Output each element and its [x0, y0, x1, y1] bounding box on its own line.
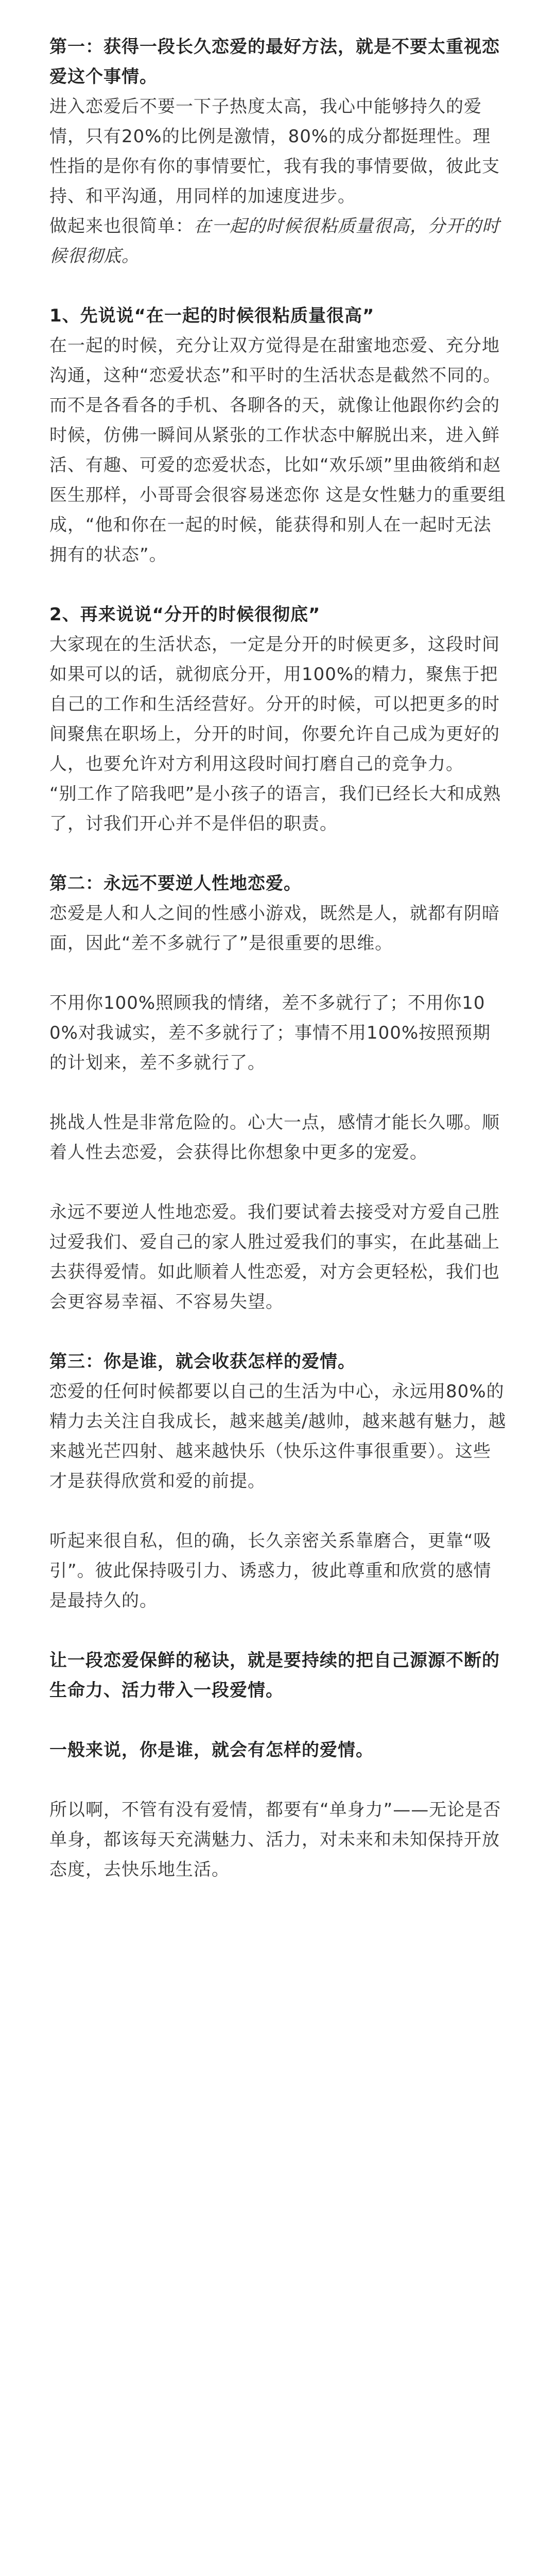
subsection2-paragraph: 大家现在的生活状态，一定是分开的时候更多，这段时间如果可以的话，就彻底分开，用100%的精力，聚焦于把自己的工作和生活经营好。分开的时候，可以把更多的时间聚焦在职场上，分开的时间，你要允许自己成为更好的人，也要允许对方利用这段时间打磨自己的竞争力。	[49, 634, 500, 774]
section2-paragraph-3: 挑战人性是非常危险的。心大一点，感情才能长久哪。顺着人性去恋爱，会获得比你想象中更多的宠爱。	[49, 1112, 500, 1163]
section3-paragraph-2: 听起来很自私，但的确，长久亲密关系靠磨合，更靠“吸引”。彼此保持吸引力、诱惑力，彼此尊重和欣赏的感情是最持久的。	[49, 1531, 492, 1611]
section2-paragraph-4: 永远不要逆人性地恋爱。我们要试着去接受对方爱自己胜过爱我们、爱自己的家人胜过爱我们的事实，在此基础上去获得爱情。如此顺着人性恋爱，对方会更轻松，我们也会更容易幸福、不容易失望。	[49, 1202, 500, 1312]
section3-paragraph-3: 所以啊，不管有没有爱情，都要有“单身力”——无论是否单身，都该每天充满魅力、活力，对未来和未知保持开放态度，去快乐地生活。	[49, 1800, 501, 1880]
subsection2-quote-paragraph: “别工作了陪我吧”是小孩子的语言，我们已经长大和成熟了，讨我们开心并不是伴侣的职责。	[49, 784, 501, 834]
section1-summary	[49, 211, 507, 271]
summary-quote: 在一起的时候很粘质量很高，分开的时候很彻底。	[49, 216, 500, 266]
section2-heading: 第二：永远不要逆人性地恋爱。	[49, 873, 302, 894]
subsection2-heading: 2、再来说说“分开的时候很彻底”	[49, 604, 321, 625]
section1-paragraph: 进入恋爱后不要一下子热度太高，我心中能够持久的爱情，只有20%的比例是激情，80%的成分都挺理性。理性指的是你有你的事情要忙，我有我的事情要做，彼此支持、和平沟通，用同样的加速度进步。	[49, 96, 500, 207]
section3-bold-2: 一般来说，你是谁，就会有怎样的爱情。	[49, 1740, 374, 1760]
subsection1-paragraph: 在一起的时候，充分让双方觉得是在甜蜜地恋爱、充分地沟通，这种“恋爱状态”和平时的生活状态是截然不同的。而不是各看各的手机、各聊各的天，就像让他跟你约会的时候，仿佛一瞬间从紧张的工作状态中解脱出来，进入鲜活、有趣、可爱的恋爱状态，比如“欢乐颂”里曲筱绡和赵医生那样，小哥哥会很容易迷恋你 这是女性魅力的重要组成，“他和你在一起的时候，能获得和别人在一起时无法拥有的状态”。	[49, 335, 506, 565]
section3-heading: 第三：你是谁，就会收获怎样的爱情。	[49, 1351, 356, 1372]
section2-paragraph-2: 不用你100%照顾我的情绪，差不多就行了；不用你100%对我诚实，差不多就行了；事情不用100%按照预期的计划来，差不多就行了。	[49, 993, 491, 1073]
subsection1-heading: 1、先说说“在一起的时候很粘质量很高”	[49, 306, 375, 326]
section3-paragraph-1: 恋爱的任何时候都要以自己的生活为中心，永远用80%的精力去关注自我成长，越来越美/越帅，越来越有魅力，越来越光芒四射、越来越快乐（快乐这件事很重要）。这些才是获得欣赏和爱的前提。	[49, 1381, 507, 1492]
section2-paragraph-1: 恋爱是人和人之间的性感小游戏，既然是人，就都有阴暗面，因此“差不多就行了”是很重要的思维。	[49, 903, 500, 954]
section1-heading: 第一：获得一段长久恋爱的最好方法，就是不要太重视恋爱这个事情。	[49, 37, 500, 87]
summary-prefix: 做起来也很简单：	[49, 216, 194, 236]
section3-bold-1: 让一段恋爱保鲜的秘诀，就是要持续的把自己源源不断的生命力、活力带入一段爱情。	[49, 1650, 500, 1701]
